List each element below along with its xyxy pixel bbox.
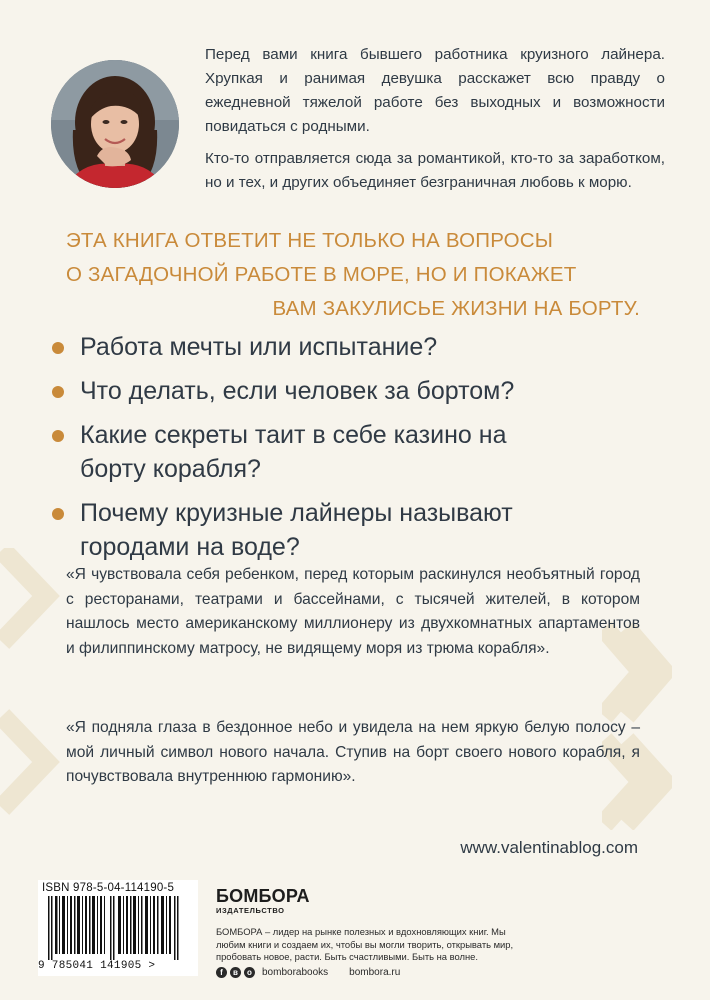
- bullet-dot-icon: [52, 342, 64, 354]
- question-text: Работа мечты или испытание?: [80, 333, 438, 361]
- question-text: Что делать, если человек за бортом?: [80, 377, 515, 405]
- vk-icon[interactable]: в: [230, 967, 241, 978]
- publisher-site-link[interactable]: bombora.ru: [349, 966, 401, 978]
- author-photo: [51, 60, 179, 188]
- bullet-dot-icon: [52, 386, 64, 398]
- intro-paragraph: Перед вами книга бывшего работника круизного лайнера. Хрупкая и ранимая девушка расскажет всю правду о ежедневной тяжелой работе без выходных и возможности повидаться с родными.: [205, 46, 665, 135]
- bullet-dot-icon: [52, 430, 64, 442]
- questions-list: [50, 330, 650, 574]
- bullet-dot-icon: [52, 508, 64, 520]
- headline-line: ЭТА КНИГА ОТВЕТИТ НЕ ТОЛЬКО НА ВОПРОСЫ: [66, 229, 554, 252]
- list-item: [50, 374, 650, 408]
- isbn-text: ISBN 978-5-04-114190-5: [42, 882, 175, 894]
- publisher-description: БОМБОРА – лидер на рынке полезных и вдохновляющих книг. Мы любим книги и создаем их, чтобы вы могли творить, открывать мир, пробовать новое, расти. Быть счастливыми. Быть на волне.: [216, 926, 514, 962]
- list-item: [50, 418, 550, 486]
- chevron-decoration-icon: [0, 548, 64, 818]
- quote-block: «Я чувствовала себя ребенком, перед которым раскинулся необъятный город с ресторанами, театрами и бассейнами, с тысячей жителей, в котором нашлось место американскому миллионеру из двухкомнатных апартаментов и филиппинскому матросу, не видящему моря из трюма корабля».: [66, 566, 640, 657]
- publisher-logo: БОМБОРА: [216, 886, 310, 906]
- list-item: [50, 330, 650, 364]
- quote-block: «Я подняла глаза в бездонное небо и увидела на нем яркую белую полосу – мой личный символ нового начала. Ступив на борт своего нового корабля, я почувствовала внутреннюю гармонию».: [66, 719, 640, 785]
- author-website-link[interactable]: www.valentinablog.com: [460, 838, 638, 857]
- headline-line: О ЗАГАДОЧНОЙ РАБОТЕ В МОРЕ, НО И ПОКАЖЕТ: [66, 263, 577, 286]
- instagram-icon[interactable]: o: [244, 967, 255, 978]
- barcode: [38, 880, 198, 976]
- intro-text: [205, 43, 665, 203]
- barcode-bars-icon: [38, 896, 198, 960]
- barcode-digits: 9 785041 141905 >: [38, 960, 156, 972]
- question-text: Какие секреты таит в себе казино на борту корабля?: [80, 421, 507, 483]
- publisher-social-handle[interactable]: bomborabooks: [262, 966, 329, 978]
- headline: [40, 224, 652, 326]
- list-item: [50, 496, 600, 564]
- headline-line: ВАМ ЗАКУЛИСЬЕ ЖИЗНИ НА БОРТУ.: [272, 297, 640, 320]
- publisher-social: [216, 966, 414, 978]
- publisher-logo-subtitle: ИЗДАТЕЛЬСТВО: [216, 906, 285, 915]
- facebook-icon[interactable]: f: [216, 967, 227, 978]
- question-text: Почему круизные лайнеры называют городами на воде?: [80, 499, 513, 561]
- intro-paragraph: Кто-то отправляется сюда за романтикой, кто-то за заработком, но и тех, и других объединяет безграничная любовь к морю.: [205, 150, 665, 191]
